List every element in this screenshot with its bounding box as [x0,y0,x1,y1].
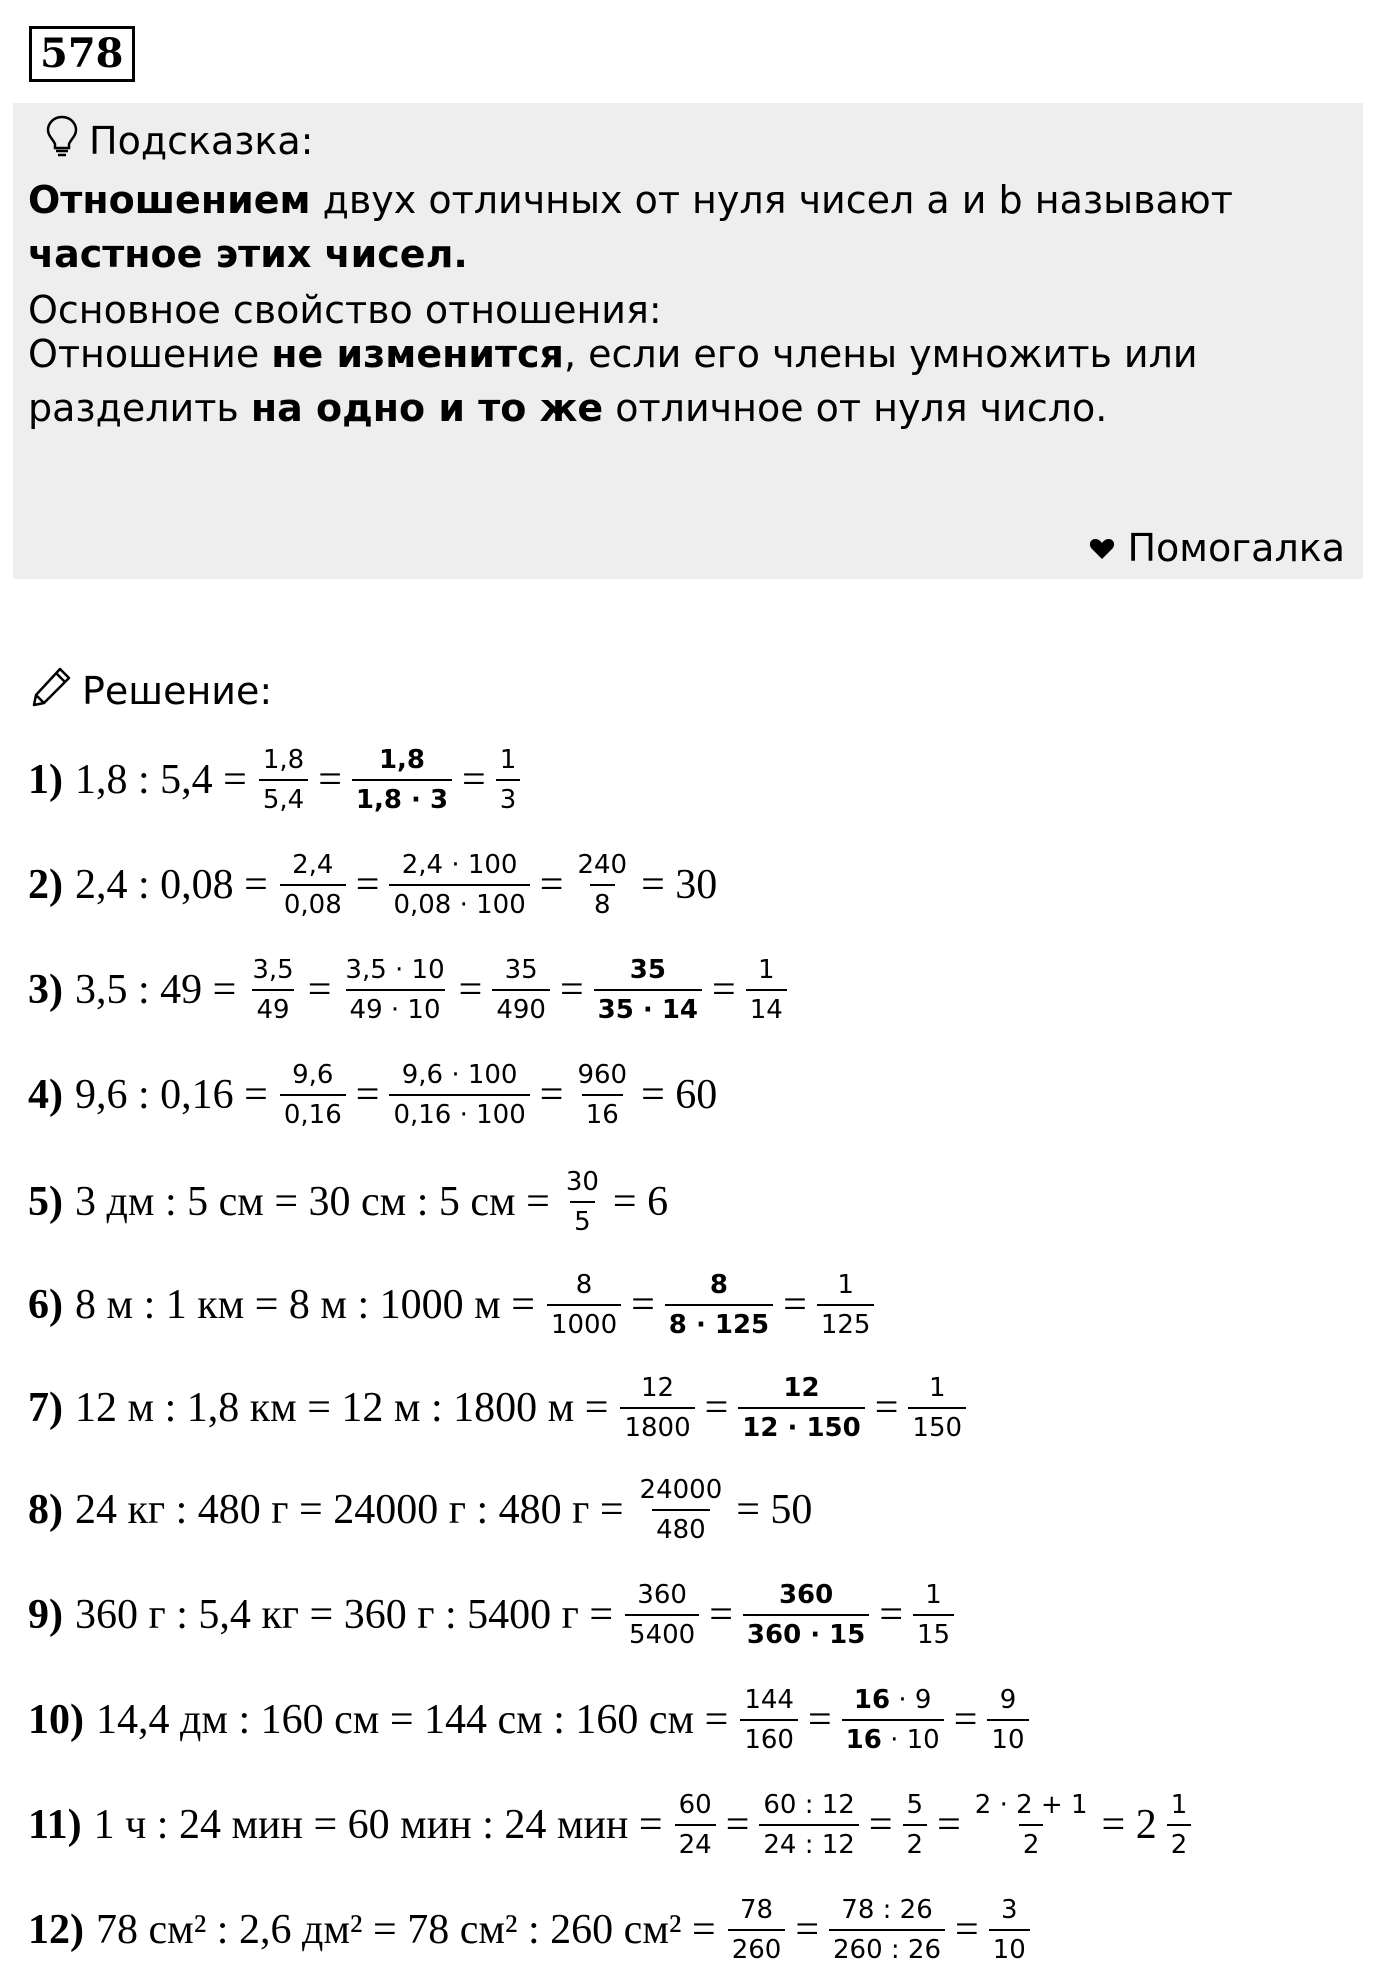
fraction-denominator: 160 [740,1719,798,1755]
line-number: 6) [28,1282,63,1328]
fraction-denominator: 0,08 · 100 [389,884,529,920]
fraction-numerator: 1,8 [378,745,425,775]
equals-sign: = [795,1907,820,1953]
fraction-denominator: 0,16 [280,1094,346,1130]
fraction-denominator: 490 [492,989,550,1025]
line-expression: 2,4 : 0,08 = [75,862,268,908]
fraction [636,1475,727,1545]
fraction-denominator: 5,4 [259,779,308,815]
fraction [842,1685,944,1755]
hint-title-text: Подсказка: [89,118,314,163]
fraction-denominator: 24 : 12 [759,1824,858,1860]
equals-sign: = [307,967,332,1013]
solution-line [28,730,526,830]
equals-sign: = [807,1697,832,1743]
fraction-denominator: 0,08 [280,884,346,920]
solution-line [28,940,793,1040]
fraction [829,1895,945,1965]
solution-line [28,1358,972,1458]
fraction-numerator: 78 [739,1895,774,1925]
fraction-numerator: 960 [577,1060,628,1090]
fraction [665,1270,773,1340]
fraction-numerator: 12 [783,1373,820,1403]
fraction-numerator: 2,4 [292,850,334,880]
fraction [746,955,787,1025]
solution-line [28,1880,1036,1980]
fraction [675,1790,716,1860]
fraction-denominator: 15 [913,1614,954,1650]
solution-line [28,1045,721,1145]
fraction-denominator: 5400 [625,1614,699,1650]
property-text-1: Отношение [28,332,272,376]
line-expression: 12 м : 1,8 км = 12 м : 1800 м = [75,1385,609,1431]
fraction [594,955,702,1025]
property-bold-2: на одно и то же [250,386,604,430]
solution-title-text: Решение: [82,668,273,713]
line-result: = 50 [736,1487,813,1533]
source-label: Помогалка [1127,526,1345,570]
equals-sign: = [355,862,380,908]
line-expression: 1 ч : 24 мин = 60 мин : 24 мин = [93,1802,663,1848]
line-result: = 6 [612,1179,669,1225]
fraction-denominator: 24 [675,1824,716,1860]
solution-line [28,1775,1197,1875]
line-number: 7) [28,1385,63,1431]
term-quotient: частное этих чисел. [28,232,468,276]
fraction-numerator: 360 [778,1580,834,1610]
equals-sign: = [355,1072,380,1118]
fraction-numerator: 35 [504,955,538,985]
fraction-numerator: 1 [757,955,775,985]
equals-sign: = [874,1385,899,1431]
fraction-numerator: 9,6 · 100 [401,1060,518,1090]
fraction [913,1580,954,1650]
equals-sign: = [458,967,483,1013]
fraction-numerator: 24000 [639,1475,723,1505]
fraction-numerator: 12 [640,1373,675,1403]
fraction [740,1685,798,1755]
fraction-numerator: 8 [709,1270,729,1300]
line-expression: 3 дм : 5 см = 30 см : 5 см = [75,1179,550,1225]
equals-sign: = [539,1072,564,1118]
fraction-numerator: 1 [925,1580,942,1610]
fraction-numerator: 360 [637,1580,687,1610]
definition-text: двух отличных от нуля чисел a и b называют [310,178,1233,222]
line-result: = 60 [641,1072,718,1118]
line-number: 2) [28,862,63,908]
fraction [728,1895,786,1965]
equals-sign: = [879,1592,904,1638]
fraction-denominator: 3 [496,779,521,815]
fraction [280,850,346,920]
equals-sign: = [868,1802,893,1848]
solution-title [30,664,272,717]
fraction [625,1580,699,1650]
hint-box [13,103,1363,579]
fraction [743,1580,869,1650]
line-number: 10) [28,1697,84,1743]
fraction-denominator: 125 [817,1304,875,1340]
fraction [341,955,448,1025]
term-ratio: Отношением [28,178,311,222]
fraction-denominator: 10 [987,1719,1028,1755]
fraction-numerator: 9,6 [292,1060,334,1090]
fraction-denominator: 5 [570,1201,595,1237]
solution-line [28,1152,672,1252]
fraction [573,1060,631,1130]
fraction [989,1895,1030,1965]
fraction-denominator: 8 [590,884,615,920]
fraction-denominator: 260 : 26 [829,1929,945,1965]
fraction-numerator: 78 : 26 [841,1895,933,1925]
line-expression: 3,5 : 49 = [75,967,237,1013]
fraction-denominator: 1,8 · 3 [352,779,452,815]
line-expression: 1,8 : 5,4 = [75,757,247,803]
lightbulb-icon [45,115,79,166]
equals-sign: = [631,1282,655,1328]
equals-sign: = [783,1282,807,1328]
fraction-numerator: 2,4 · 100 [401,850,518,880]
line-number: 5) [28,1179,63,1225]
property-bold-1: не изменится [271,332,564,376]
line-result: = 2 [1101,1802,1157,1848]
fraction [259,745,308,815]
fraction [280,1060,346,1130]
fraction-numerator: 3,5 · 10 [345,955,445,985]
fraction-numerator: 5 [906,1790,924,1820]
line-number: 9) [28,1592,63,1638]
fraction [620,1373,694,1443]
fraction-denominator: 0,16 · 100 [389,1094,529,1130]
mixed-fraction [1167,1790,1192,1860]
line-expression: 9,6 : 0,16 = [75,1072,268,1118]
fraction [908,1373,966,1443]
fraction-denominator: 10 [989,1929,1030,1965]
line-expression: 24 кг : 480 г = 24000 г : 480 г = [75,1487,624,1533]
fraction-denominator: 260 [728,1929,786,1965]
fraction [248,955,297,1025]
hint-title [45,115,313,166]
fraction-denominator: 2 [903,1824,928,1860]
solution-line [28,1670,1035,1770]
equals-sign: = [712,967,736,1013]
fraction-denominator: 2 [1167,1824,1192,1860]
fraction-numerator: 8 [575,1270,593,1300]
equals-sign: = [539,862,564,908]
hint-property-title: Основное свойство отношения: [28,288,662,332]
fraction [389,1060,529,1130]
fraction-numerator: 2 · 2 + 1 [974,1790,1088,1820]
fraction-numerator: 1 [499,745,517,775]
line-number: 4) [28,1072,63,1118]
fraction [738,1373,864,1443]
fraction-denominator: 49 · 10 [346,989,445,1025]
equals-sign: = [709,1592,733,1638]
fraction [817,1270,875,1340]
fraction-denominator: 480 [652,1509,710,1545]
fraction-numerator: 3 [1000,1895,1018,1925]
solution-line [28,835,721,935]
fraction-numerator: 35 [629,955,666,985]
fraction-numerator: 240 [577,850,628,880]
line-expression: 8 м : 1 км = 8 м : 1000 м = [75,1282,535,1328]
fraction [492,955,550,1025]
equals-sign: = [462,757,486,803]
fraction-denominator: 360 · 15 [743,1614,869,1650]
equals-sign: = [937,1802,961,1848]
fraction-numerator: 9 [999,1685,1017,1715]
fraction-denominator: 150 [908,1407,966,1443]
task-number: 578 [29,26,135,82]
solution-line [28,1460,816,1560]
line-number: 3) [28,967,63,1013]
pencil-icon [30,664,74,717]
fraction [759,1790,858,1860]
property-text-3: отличное от нуля число. [603,386,1108,430]
fraction-denominator: 49 [252,989,293,1025]
property-text-2: , если его члены умножить или разделить [28,332,1198,430]
fraction-denominator: 12 · 150 [738,1407,864,1443]
fraction [389,850,529,920]
fraction-denominator: 35 · 14 [594,989,702,1025]
fraction-numerator: 1,8 [262,745,305,775]
fraction-numerator: 1 [837,1270,854,1300]
fraction-denominator: 16 · 10 [842,1719,944,1755]
fraction [547,1270,621,1340]
line-number: 12) [28,1907,84,1953]
fraction-numerator: 144 [744,1685,794,1715]
fraction-numerator: 60 [678,1790,712,1820]
fraction [573,850,631,920]
hint-source [1089,526,1345,570]
fraction-denominator: 2 [1019,1824,1044,1860]
equals-sign: = [318,757,342,803]
equals-sign: = [559,967,584,1013]
fraction-numerator: 16 · 9 [853,1685,932,1715]
fraction [352,745,452,815]
line-expression: 360 г : 5,4 кг = 360 г : 5400 г = [75,1592,614,1638]
fraction-denominator: 1000 [547,1304,621,1340]
line-number: 8) [28,1487,63,1533]
equals-sign: = [953,1697,978,1743]
line-expression: 14,4 дм : 160 см = 144 см : 160 см = [96,1697,729,1743]
fraction-numerator: 30 [565,1167,599,1197]
line-number: 1) [28,757,63,803]
fraction [971,1790,1092,1860]
equals-sign: = [955,1907,979,1953]
fraction-numerator: 60 : 12 [763,1790,855,1820]
fraction [987,1685,1028,1755]
fraction-denominator: 8 · 125 [665,1304,773,1340]
fraction [903,1790,928,1860]
solution-line [28,1255,880,1355]
fraction-denominator: 1800 [620,1407,694,1443]
line-expression: 78 см² : 2,6 дм² = 78 см² : 260 см² = [96,1907,716,1953]
fraction-denominator: 14 [746,989,787,1025]
equals-sign: = [725,1802,750,1848]
fraction-numerator: 1 [928,1373,946,1403]
fraction [496,745,521,815]
line-result: = 30 [641,862,718,908]
solution-line [28,1565,960,1665]
hint-property [28,327,1328,435]
heart-icon [1089,526,1115,570]
fraction-numerator: 3,5 [252,955,294,985]
fraction-denominator: 16 [582,1094,623,1130]
fraction-numerator: 1 [1170,1790,1188,1820]
line-number: 11) [28,1802,82,1848]
equals-sign: = [704,1385,729,1431]
fraction [562,1167,603,1237]
hint-definition [28,173,1328,281]
